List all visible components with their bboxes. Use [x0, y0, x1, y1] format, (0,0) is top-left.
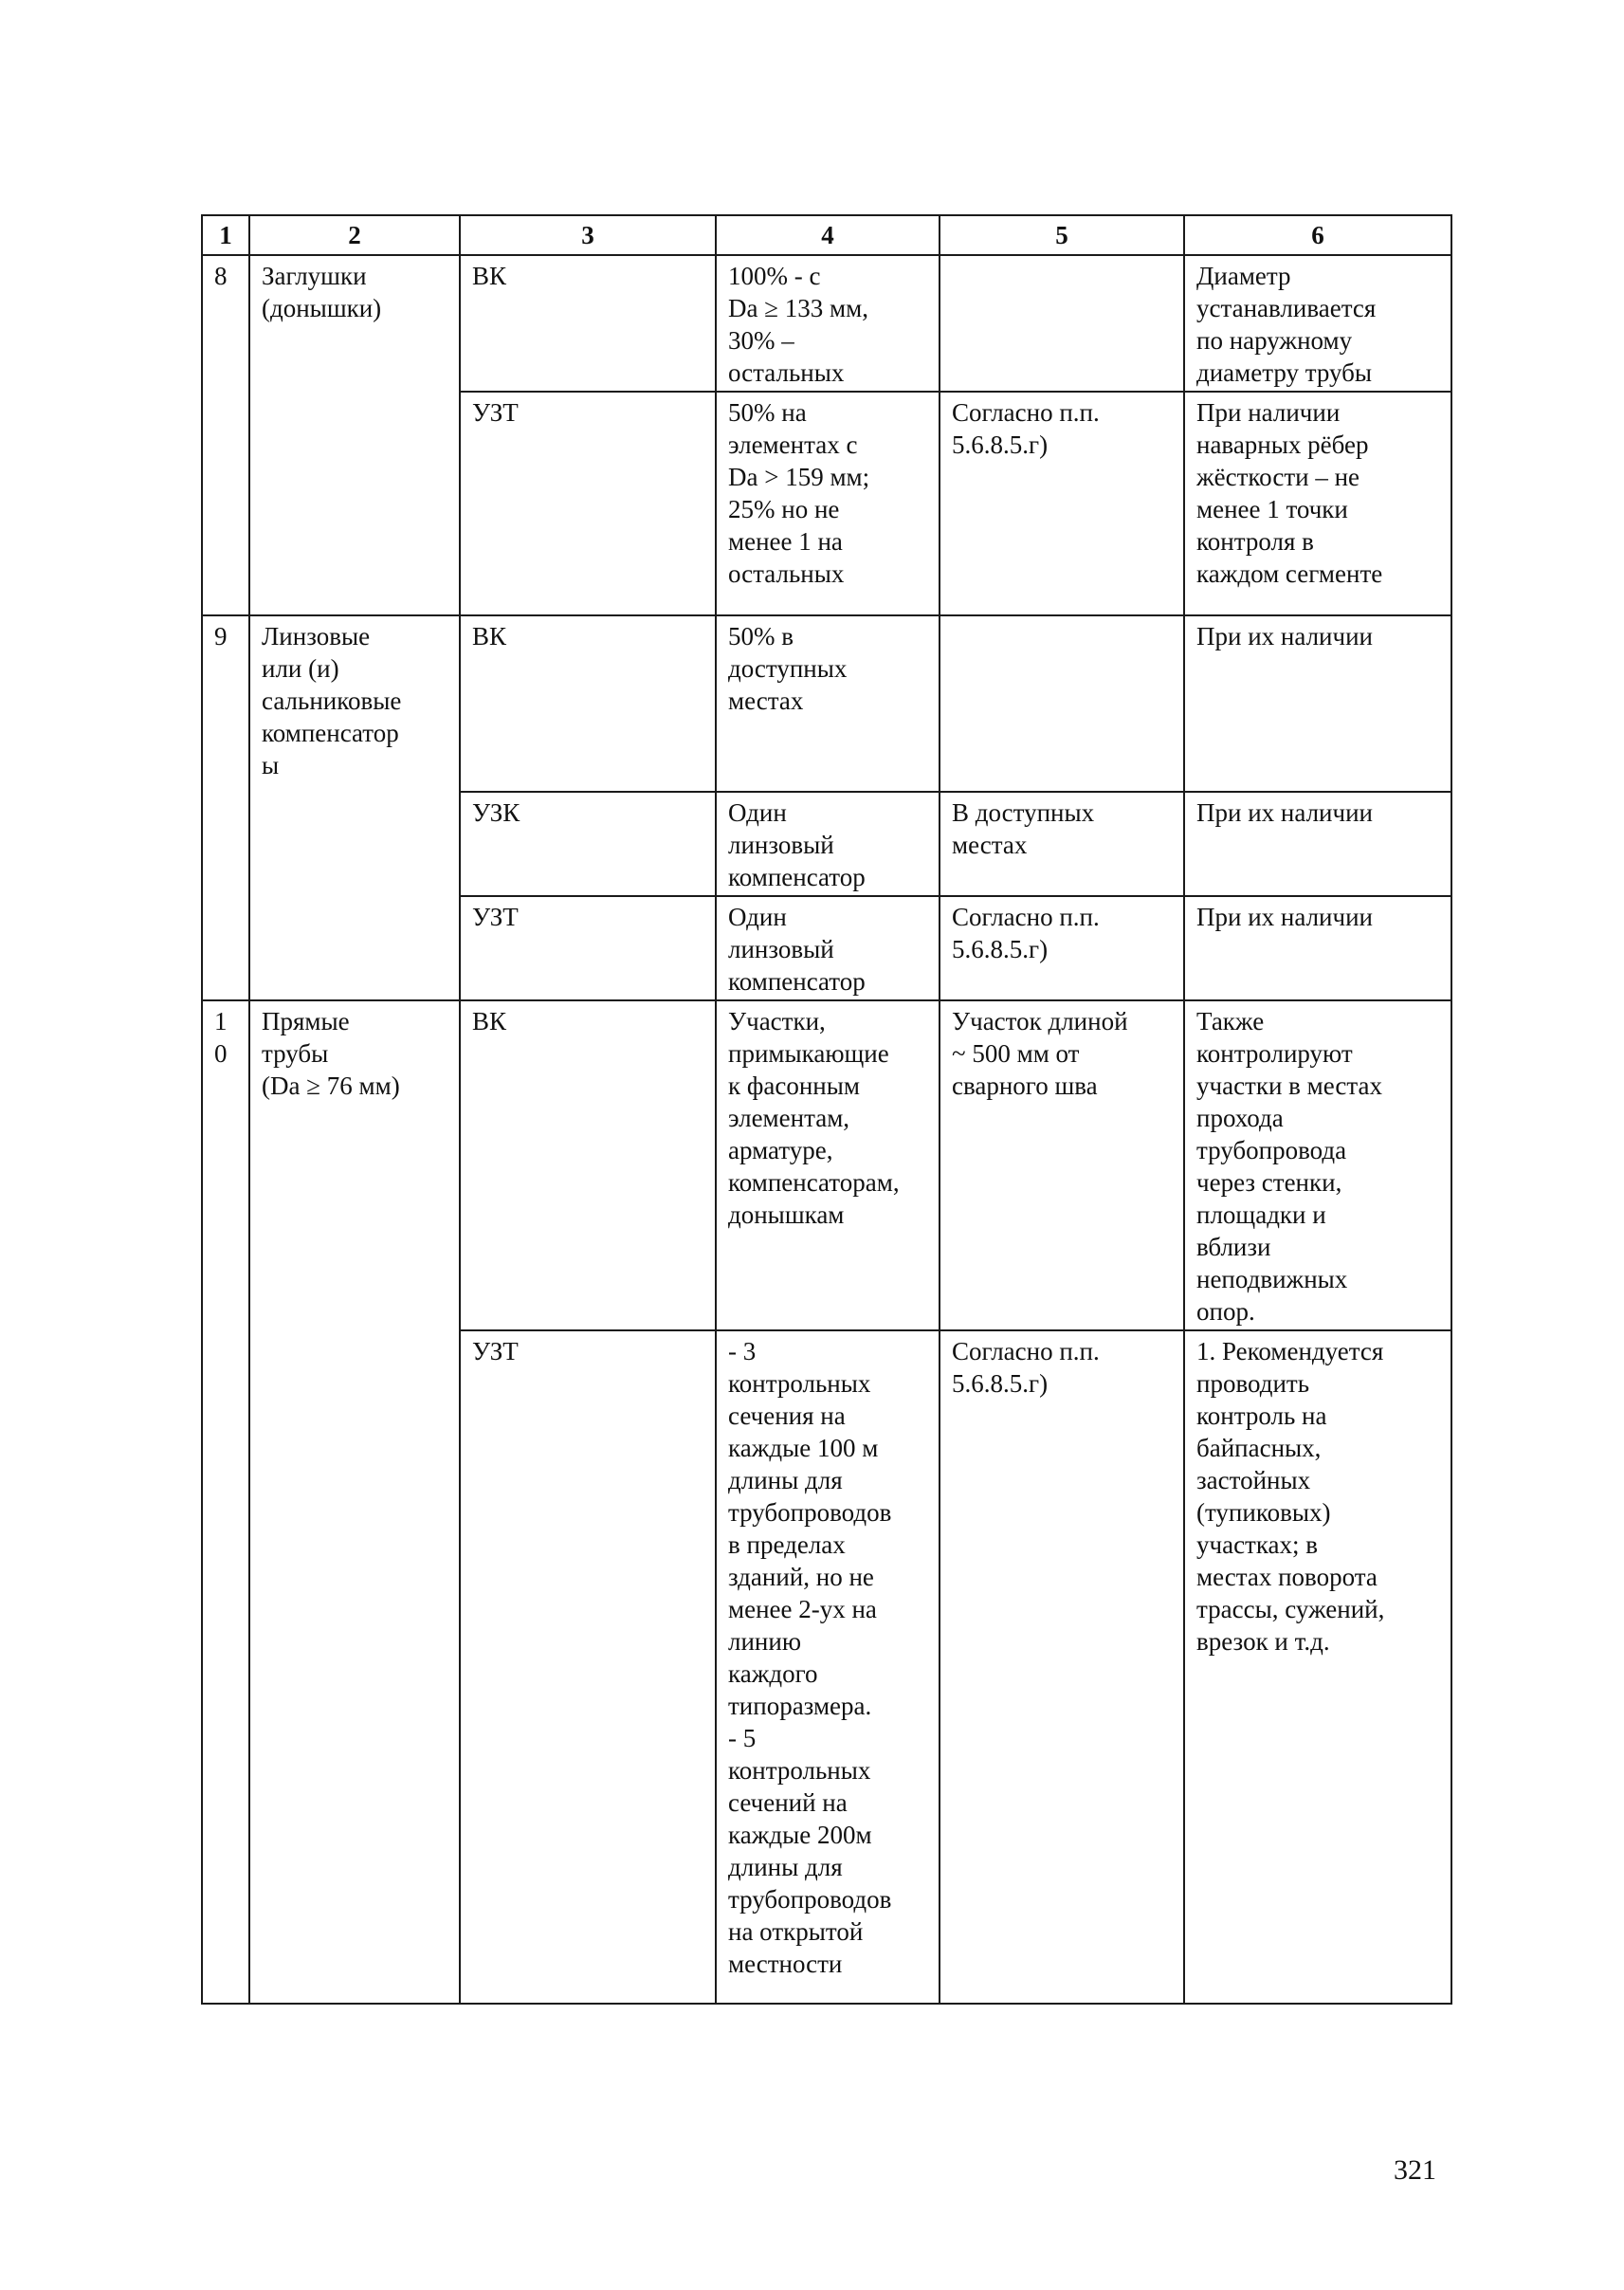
header-col-5: 5	[940, 215, 1184, 255]
control-scope: 50% на элементах с Da > 159 мм; 25% но не менее 1 на остальных	[716, 392, 940, 615]
header-col-4: 4	[716, 215, 940, 255]
control-scope: 100% - с Da ≥ 133 мм, 30% – остальных	[716, 255, 940, 392]
remark: При их наличии	[1184, 615, 1451, 792]
row-number: 9	[202, 615, 249, 1000]
control-method: УЗТ	[460, 392, 716, 615]
control-method: ВК	[460, 615, 716, 792]
control-note: В доступных местах	[940, 792, 1184, 896]
control-note: Согласно п.п. 5.6.8.5.г)	[940, 392, 1184, 615]
table-row	[202, 1000, 1451, 1330]
control-note	[940, 255, 1184, 392]
header-col-1: 1	[202, 215, 249, 255]
control-scope: Один линзовый компенсатор	[716, 792, 940, 896]
remark: При их наличии	[1184, 792, 1451, 896]
control-method: ВК	[460, 255, 716, 392]
control-method: УЗТ	[460, 1330, 716, 2004]
control-method: УЗТ	[460, 896, 716, 1000]
control-method: ВК	[460, 1000, 716, 1330]
remark: Также контролируют участки в местах прохода трубопровода через стенки, площадки и вблизи неподвижных опор.	[1184, 1000, 1451, 1330]
remark: При их наличии	[1184, 896, 1451, 1000]
element-name: Прямые трубы (Da ≥ 76 мм)	[249, 1000, 460, 2004]
row-number: 8	[202, 255, 249, 615]
control-scope: Участки, примыкающие к фасонным элементам, арматуре, компенсаторам, донышкам	[716, 1000, 940, 1330]
control-scope: Один линзовый компенсатор	[716, 896, 940, 1000]
control-note: Согласно п.п. 5.6.8.5.г)	[940, 1330, 1184, 2004]
control-note: Согласно п.п. 5.6.8.5.г)	[940, 896, 1184, 1000]
header-col-6: 6	[1184, 215, 1451, 255]
control-scope: - 3 контрольных сечения на каждые 100 м длины для трубопроводов в пределах зданий, но не менее 2-ух на линию каждого типоразмера. - 5 контрольных сечений на каждые 200м длины для трубопроводов на открытой местности	[716, 1330, 940, 2004]
element-name: Линзовые или (и) сальниковые компенсатор ы	[249, 615, 460, 1000]
remark: 1. Рекомендуется проводить контроль на байпасных, застойных (тупиковых) участках; в местах поворота трассы, сужений, врезок и т.д.	[1184, 1330, 1451, 2004]
control-method: УЗК	[460, 792, 716, 896]
row-number: 1 0	[202, 1000, 249, 2004]
header-col-3: 3	[460, 215, 716, 255]
header-col-2: 2	[249, 215, 460, 255]
table-row	[202, 615, 1451, 792]
page-number: 321	[1394, 2154, 1436, 2186]
table-row	[202, 255, 1451, 392]
control-note	[940, 615, 1184, 792]
remark: Диаметр устанавливается по наружному диаметру трубы	[1184, 255, 1451, 392]
element-name: Заглушки (донышки)	[249, 255, 460, 615]
control-table	[201, 214, 1452, 2005]
header-row	[202, 215, 1451, 255]
remark: При наличии наварных рёбер жёсткости – не менее 1 точки контроля в каждом сегменте	[1184, 392, 1451, 615]
control-note: Участок длиной ~ 500 мм от сварного шва	[940, 1000, 1184, 1330]
control-scope: 50% в доступных местах	[716, 615, 940, 792]
